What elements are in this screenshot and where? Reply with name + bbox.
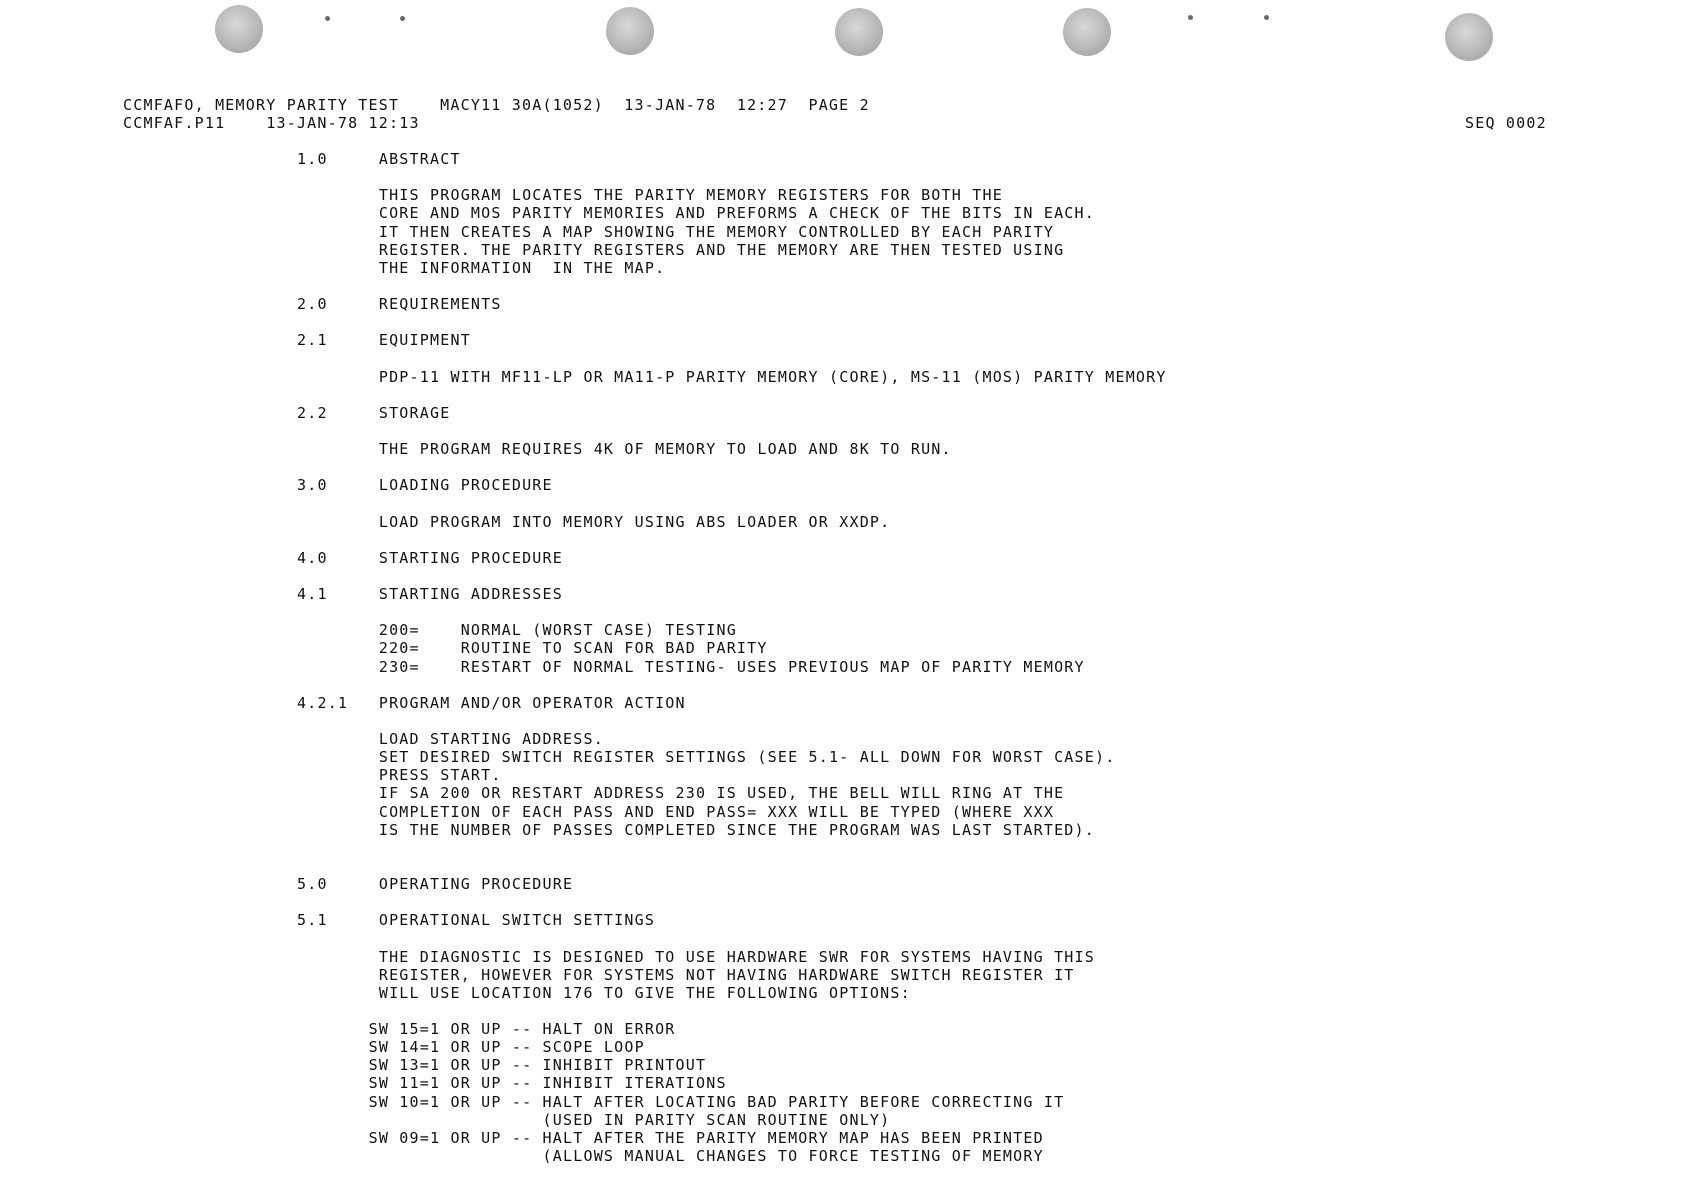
document-line: 5.1 OPERATIONAL SWITCH SETTINGS [297, 911, 656, 930]
punch-hole [1063, 8, 1111, 56]
document-line: CORE AND MOS PARITY MEMORIES AND PREFORMS A CHECK OF THE BITS IN EACH. [297, 204, 1095, 223]
document-line: PRESS START. [297, 766, 502, 785]
document-line: (USED IN PARITY SCAN ROUTINE ONLY) [297, 1110, 891, 1129]
document-line: WILL USE LOCATION 176 TO GIVE THE FOLLOWING OPTIONS: [297, 983, 911, 1002]
document-line: REGISTER. THE PARITY REGISTERS AND THE MEMORY ARE THEN TESTED USING [297, 240, 1065, 259]
document-line: 4.1 STARTING ADDRESSES [297, 585, 563, 603]
scan-speck [325, 16, 330, 21]
document-line: SW 10=1 OR UP -- HALT AFTER LOCATING BAD PARITY BEFORE CORRECTING IT [297, 1092, 1065, 1111]
document-line: REGISTER, HOWEVER FOR SYSTEMS NOT HAVING HARDWARE SWITCH REGISTER IT [297, 965, 1075, 984]
document-line: IF SA 200 OR RESTART ADDRESS 230 IS USED, THE BELL WILL RING AT THE [297, 784, 1065, 803]
document-line: THE PROGRAM REQUIRES 4K OF MEMORY TO LOAD AND 8K TO RUN. [297, 440, 952, 458]
listing-header-file: CCMFAF.P11 13-JAN-78 12:13 [123, 114, 420, 132]
document-line: SW 14=1 OR UP -- SCOPE LOOP [297, 1038, 645, 1057]
document-line: 230= RESTART OF NORMAL TESTING- USES PREVIOUS MAP OF PARITY MEMORY [297, 657, 1085, 676]
punch-hole [1445, 13, 1493, 61]
document-line: 2.0 REQUIREMENTS [297, 295, 502, 313]
punch-hole [835, 8, 883, 56]
scan-speck [400, 16, 405, 21]
document-line: 4.2.1 PROGRAM AND/OR OPERATOR ACTION [297, 693, 686, 712]
document-line: THE DIAGNOSTIC IS DESIGNED TO USE HARDWARE SWR FOR SYSTEMS HAVING THIS [297, 947, 1095, 966]
document-line: 2.2 STORAGE [297, 403, 451, 422]
scan-speck [1188, 15, 1193, 20]
sequence-number: SEQ 0002 [1465, 114, 1547, 132]
document-line: 200= NORMAL (WORST CASE) TESTING [297, 621, 737, 640]
document-line: 220= ROUTINE TO SCAN FOR BAD PARITY [297, 639, 768, 658]
punch-hole [215, 5, 263, 53]
document-line: IS THE NUMBER OF PASSES COMPLETED SINCE THE PROGRAM WAS LAST STARTED). [297, 820, 1095, 839]
document-line: (ALLOWS MANUAL CHANGES TO FORCE TESTING OF MEMORY [297, 1146, 1044, 1165]
scan-speck [1264, 15, 1269, 20]
document-line: 3.0 LOADING PROCEDURE [297, 476, 553, 495]
document-line: 2.1 EQUIPMENT [297, 331, 471, 350]
document-line: 4.0 STARTING PROCEDURE [297, 548, 563, 567]
document-line: SET DESIRED SWITCH REGISTER SETTINGS (SEE 5.1- ALL DOWN FOR WORST CASE). [297, 748, 1116, 767]
document-line: PDP-11 WITH MF11-LP OR MA11-P PARITY MEMORY (CORE), MS-11 (MOS) PARITY MEMORY [297, 367, 1167, 386]
document-line: 1.0 ABSTRACT [297, 150, 461, 168]
document-line: COMPLETION OF EACH PASS AND END PASS= XXX WILL BE TYPED (WHERE XXX [297, 802, 1055, 821]
document-line: SW 15=1 OR UP -- HALT ON ERROR [297, 1020, 676, 1038]
document-line: LOAD PROGRAM INTO MEMORY USING ABS LOADER OR XXDP. [297, 512, 891, 531]
document-line: SW 09=1 OR UP -- HALT AFTER THE PARITY MEMORY MAP HAS BEEN PRINTED [297, 1128, 1044, 1147]
document-line: SW 11=1 OR UP -- INHIBIT ITERATIONS [297, 1074, 727, 1093]
listing-header-title: CCMFAFO, MEMORY PARITY TEST MACY11 30A(1052) 13-JAN-78 12:27 PAGE 2 [123, 96, 870, 114]
document-line: 5.0 OPERATING PROCEDURE [297, 875, 574, 893]
document-line: THIS PROGRAM LOCATES THE PARITY MEMORY REGISTERS FOR BOTH THE [297, 186, 1003, 205]
document-line: LOAD STARTING ADDRESS. [297, 730, 604, 748]
document-line: THE INFORMATION IN THE MAP. [297, 258, 666, 277]
document-line: IT THEN CREATES A MAP SHOWING THE MEMORY CONTROLLED BY EACH PARITY [297, 222, 1055, 241]
punch-hole [606, 7, 654, 55]
document-line: SW 13=1 OR UP -- INHIBIT PRINTOUT [297, 1056, 707, 1075]
